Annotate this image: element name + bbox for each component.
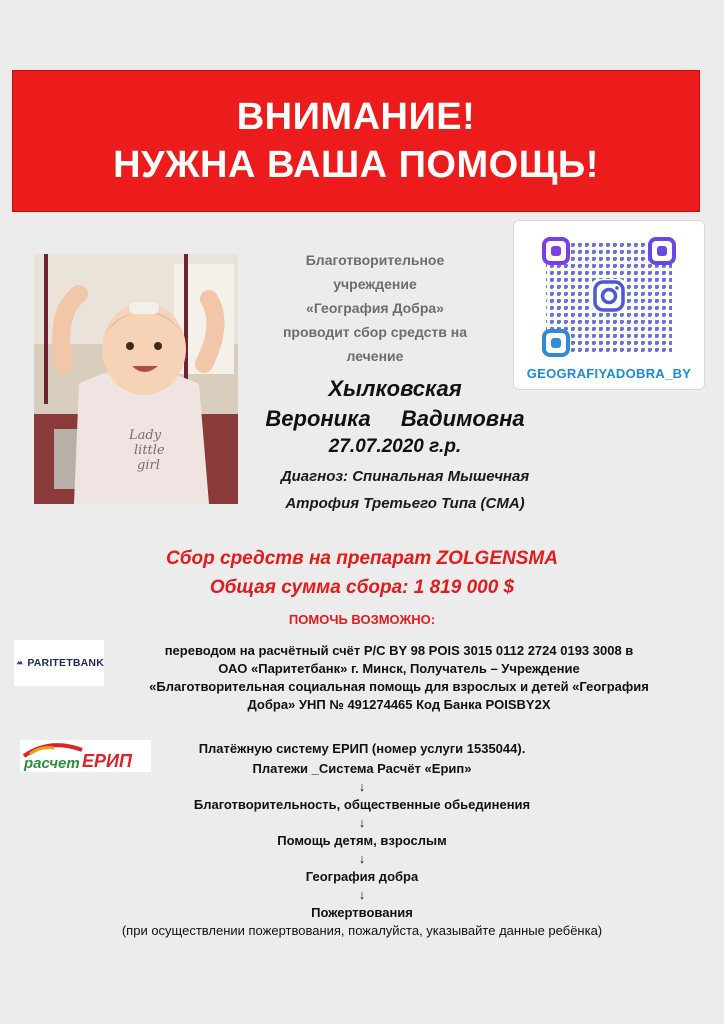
intro-line: учреждение	[333, 276, 417, 292]
erip-step-1: Благотворительность, общественные обьединения	[193, 797, 531, 812]
patient-surname: Хылковская	[328, 376, 462, 401]
help-header: ПОМОЧЬ ВОЗМОЖНО:	[288, 612, 436, 627]
erip-intro: Платёжную систему ЕРИП (номер услуги 1535044).	[198, 741, 526, 756]
child-photo	[34, 254, 238, 504]
alert-banner	[12, 70, 700, 212]
bank-line: ОАО «Паритетбанк» г. Минск, Получатель – Учреждение	[218, 661, 580, 676]
instagram-qr-card[interactable]	[513, 220, 705, 390]
bank-line: переводом на расчётный счёт Р/С BY 98 POIS 3015 0112 2724 0193 3008 в	[164, 643, 634, 658]
intro-line: лечение	[346, 348, 404, 364]
arrow-down-icon: ↓	[358, 851, 366, 866]
diagnosis-line-2: Атрофия Третьего Типа (СМА)	[285, 495, 525, 512]
erip-system: Платежи _Система Расчёт «Ерип»	[252, 761, 472, 776]
qr-code	[514, 221, 704, 361]
fundraising-total: Общая сумма сбора: 1 819 000 $	[209, 577, 515, 598]
erip-logo-text-1: расчет	[24, 755, 80, 772]
intro-line: «География Добра»	[306, 300, 444, 316]
child-photo-illustration	[34, 254, 238, 504]
erip-step-3: География добра	[305, 869, 419, 884]
patient-birth-date: 27.07.2020 г.р.	[328, 436, 462, 457]
intro-line: проводит сбор средств на	[282, 324, 468, 340]
svg-text:girl: girl	[137, 458, 160, 473]
paritetbank-logo	[14, 640, 104, 686]
patient-first-name: Вероника	[265, 406, 371, 431]
foundation-intro	[250, 248, 500, 368]
instagram-handle[interactable]: GEOGRAFIYADOBRA_BY	[526, 366, 692, 381]
bank-details	[104, 642, 694, 714]
bank-line: «Благотворительная социальная помощь для взрослых и детей «География	[149, 679, 649, 694]
banner-title: ВНИМАНИЕ!	[236, 96, 476, 138]
arrow-down-icon: ↓	[358, 815, 366, 830]
erip-note: (при осуществлении пожертвования, пожалуйста, указывайте данные ребёнка)	[121, 923, 603, 938]
paritetbank-logo-text: PARITETBANK	[27, 657, 104, 669]
intro-line: Благотворительное	[305, 252, 445, 268]
arrow-down-icon: ↓	[358, 887, 366, 902]
diagnosis-line-1: Диагноз: Спинальная Мышечная	[280, 468, 530, 485]
arrow-down-icon: ↓	[358, 779, 366, 794]
paritetbank-icon	[16, 650, 23, 676]
fundraising-drug: Сбор средств на препарат ZOLGENSMA	[166, 548, 558, 569]
erip-step-4: Пожертвования	[311, 905, 413, 920]
erip-logo-text-2: ЕРИП	[82, 751, 132, 771]
banner-subtitle: НУЖНА ВАША ПОМОЩЬ!	[113, 144, 599, 186]
bank-line: Добра» УНП № 491274465 Код Банка POISBY2X	[247, 697, 551, 712]
patient-patronymic: Вадимовна	[400, 406, 525, 431]
svg-text:little: little	[134, 443, 165, 458]
patient-given-names	[230, 406, 560, 432]
svg-text:Lady: Lady	[129, 428, 162, 443]
erip-step-2: Помощь детям, взрослым	[277, 833, 447, 848]
